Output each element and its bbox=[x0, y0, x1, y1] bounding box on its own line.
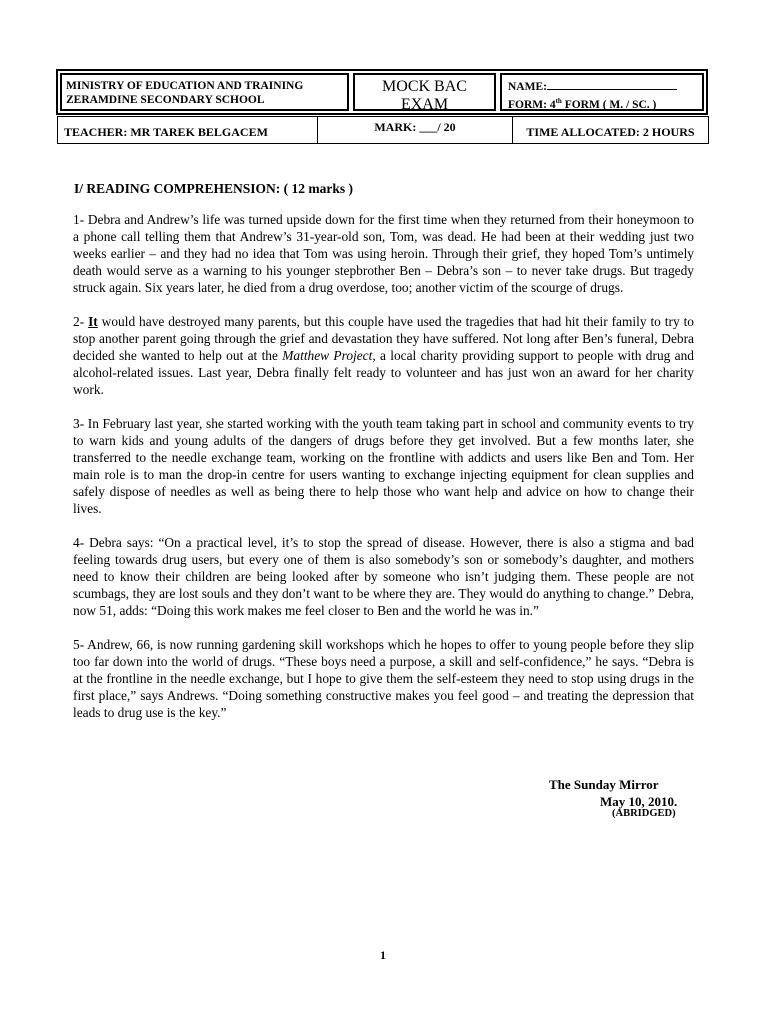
source-date: May 10, 2010. bbox=[600, 794, 678, 809]
student-info-cell bbox=[500, 73, 704, 111]
paragraph-4: 4- Debra says: “On a practical level, it’s to stop the spread of disease. However, there is also a stigma and bad feeling towards drug users, but every one of them is also somebody’s son or somebody’s daughter, and mothers need to know their children are being looked after by someone who isn’t judging them. These people are not scumbags, they are lost souls and they don’t want to be where they are. They would do anything to change.” Debra, now 51, adds: “Doing this work makes me feel closer to Ben and the world he was in.” bbox=[73, 535, 694, 618]
exam-title-cell bbox=[353, 73, 496, 111]
page-number: 1 bbox=[380, 948, 386, 962]
name-blank-line bbox=[547, 79, 677, 90]
form-rest: FORM ( M. / SC. ) bbox=[561, 98, 657, 111]
time-allocated: TIME ALLOCATED: 2 HOURS bbox=[526, 125, 695, 139]
source-note: (ABRIDGED) bbox=[612, 808, 676, 819]
form-label: FORM: 4 bbox=[508, 98, 556, 111]
paragraph-3: 3- In February last year, she started working with the youth team taking part in school and community events to try to warn kids and young adults of the dangers of drugs before they get involved. But a few months later, she transferred to the needle exchange team, working on the frontline with addicts and users like Ben and Tom. Her main role is to man the drop-in centre for users wanting to exchange injecting equipment for clean supplies and safely dispose of needles as well as being there to help those who want help and advice on how to change their lives. bbox=[73, 416, 694, 516]
paragraph-2-text-a: would have destroyed many parents, but this couple have used the tragedies that had hit their family to try to stop another parent going through the grief and devastation they have suffered. Not long after Ben’s funeral, Debra decided she wanted to help out at the bbox=[73, 314, 694, 363]
exam-title-line2: EXAM bbox=[400, 96, 449, 113]
teacher-name: TEACHER: MR TAREK BELGACEM bbox=[58, 117, 318, 143]
source-publication: The Sunday Mirror bbox=[549, 777, 659, 792]
name-label: NAME: bbox=[508, 81, 547, 93]
paragraph-2-text-b: , a local charity providing support to people with drug and alcohol-related issues. Last year, Debra finally felt ready to volunteer and has just won an award for her charity work. bbox=[73, 348, 694, 397]
underlined-it: It bbox=[88, 314, 98, 329]
paragraph-2 bbox=[73, 313, 694, 398]
exam-title-line1: MOCK BAC bbox=[382, 78, 467, 95]
form-superscript: th bbox=[555, 97, 562, 105]
section-title: I/ READING COMPREHENSION: ( 12 marks ) bbox=[74, 181, 354, 196]
ministry-name: MINISTRY OF EDUCATION AND TRAINING bbox=[66, 80, 304, 92]
matthew-project-italic: Matthew Project bbox=[282, 348, 373, 363]
paragraph-5: 5- Andrew, 66, is now running gardening skill workshops which he hopes to offer to young people before they slip too far down into the world of drugs. “These boys need a purpose, a skill and self-confidence,” he says. “Debra is at the frontline in the needle exchange, but I hope to give them the self-esteem they need to stop using drugs in the first place,” says Andrews. “Doing something constructive makes you feel good – and treating the depression that leads to drug use is the key.” bbox=[73, 637, 694, 720]
mark-field: MARK: ___/ 20 bbox=[318, 117, 513, 143]
reading-text bbox=[73, 211, 694, 738]
school-name: ZERAMDINE SECONDARY SCHOOL bbox=[66, 94, 265, 106]
exam-subheader bbox=[57, 116, 709, 144]
name-row bbox=[508, 79, 696, 94]
paragraph-2-number: 2- bbox=[73, 314, 89, 329]
exam-header bbox=[56, 69, 708, 115]
paragraph-1: 1- Debra and Andrew’s life was turned upside down for the first time when they returned from their honeymoon to a phone call telling them that Andrew’s 31-year-old son, Tom, was dead. He had been at their wedding just two weeks earlier – and they had no idea that Tom was using heroin. Through their grief, they hoped Tom’s untimely death would serve as a warning to his younger stepbrother Ben – Debra’s son – to never take drugs. But tragedy struck again. Six years later, he died from a drug overdose, too; another victim of the scourge of drugs. bbox=[73, 212, 694, 295]
form-row bbox=[508, 94, 696, 112]
institution-cell bbox=[60, 73, 349, 111]
